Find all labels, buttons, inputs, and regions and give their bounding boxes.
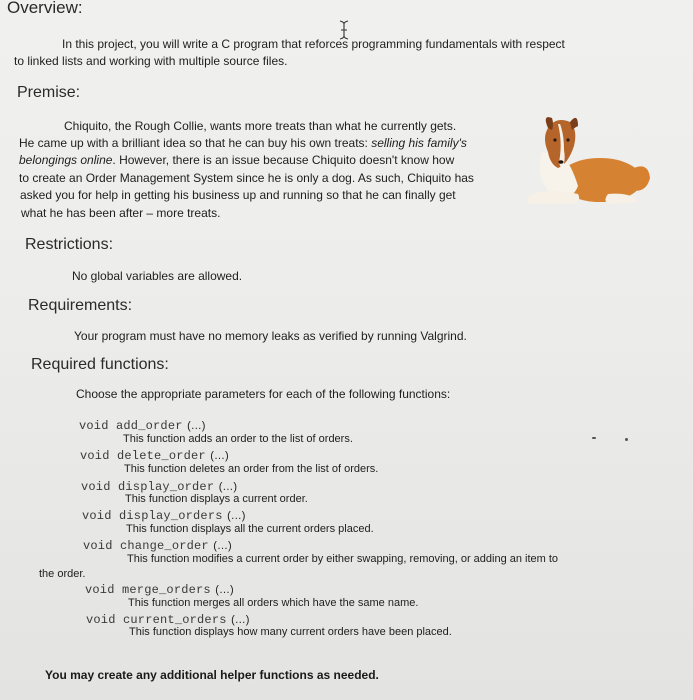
function-name: void delete_order — [80, 449, 206, 463]
premise-heading: Premise: — [17, 84, 81, 101]
function-description-merge-orders: This function merges all orders which have the same name. — [128, 597, 419, 609]
function-name: void display_order — [81, 480, 215, 494]
function-args: (…) — [231, 614, 250, 626]
requirements-text: Your program must have no memory leaks as verified by running Valgrind. — [74, 329, 467, 343]
function-signature-delete-order — [80, 446, 229, 464]
premise-line5: asked you for help in getting his business up and running so that he can finally get — [20, 188, 456, 202]
function-description-wrap: the order. — [39, 568, 86, 580]
required-functions-heading: Required functions: — [31, 356, 169, 373]
premise-line1: Chiquito, the Rough Collie, wants more treats than what he currently gets. — [64, 119, 457, 133]
function-args: (…) — [218, 481, 238, 493]
premise-line2 — [19, 135, 467, 152]
premise-line3 — [19, 152, 454, 169]
premise-line6: what he has been after – more treats. — [21, 206, 221, 220]
closing-note: You may create any additional helper functions as needed. — [45, 668, 379, 682]
premise-line3-italic: belongings online — [19, 153, 113, 167]
function-signature-display-orders — [82, 506, 245, 524]
function-args: (…) — [215, 584, 234, 596]
function-name: void change_order — [83, 539, 209, 553]
required-functions-intro: Choose the appropriate parameters for each of the following functions: — [76, 387, 451, 401]
overview-text-line1 — [62, 36, 565, 53]
function-description-current-orders: This function displays how many current orders have been placed. — [129, 626, 452, 638]
function-signature-change-order — [83, 536, 232, 554]
stray-dot — [625, 438, 628, 441]
overview-text-part1: In this project, you will write a C program that re — [62, 37, 316, 51]
text-cursor-icon — [338, 20, 350, 40]
function-name: void display_orders — [82, 509, 223, 523]
overview-text-part2: forces programming fundamentals with respect — [315, 37, 565, 51]
function-description-add-order: This function adds an order to the list of orders. — [123, 433, 353, 445]
function-description-delete-order: This function deletes an order from the list of orders. — [124, 463, 379, 475]
dog-front-legs — [527, 191, 579, 204]
function-signature-merge-orders — [85, 580, 234, 598]
stray-mark — [592, 437, 596, 439]
premise-line2-italic: selling his family's — [371, 136, 467, 150]
dog-ear-left — [546, 117, 553, 130]
function-args: (…) — [187, 420, 206, 432]
function-description-change-order: This function modifies a current order by either swapping, removing, or adding an item to — [127, 553, 559, 565]
function-args: (…) — [227, 510, 246, 522]
restrictions-heading: Restrictions: — [25, 236, 114, 253]
function-signature-add-order — [79, 416, 205, 434]
requirements-heading: Requirements: — [28, 297, 133, 314]
function-args: (…) — [213, 540, 232, 552]
dog-eye-left — [553, 138, 556, 141]
premise-line3-text: . However, there is an issue because Chiquito doesn't know how — [112, 153, 455, 167]
overview-heading: Overview: — [7, 0, 83, 17]
premise-line4: to create an Order Management System since he is only a dog. As such, Chiquito has — [19, 171, 474, 185]
dog-back-leg — [605, 194, 638, 204]
dog-nose — [559, 160, 564, 164]
function-description-display-orders: This function displays all the current orders placed. — [126, 523, 374, 535]
function-name: void add_order — [79, 419, 183, 433]
overview-text-line2: to linked lists and working with multiple source files. — [14, 54, 288, 68]
dog-eye-right — [566, 138, 569, 141]
restrictions-text: No global variables are allowed. — [72, 269, 243, 283]
premise-line2-text: He came up with a brilliant idea so that he can buy his own treats: — [19, 136, 372, 150]
function-name: void merge_orders — [85, 583, 211, 597]
function-description-display-order: This function displays a current order. — [125, 493, 308, 505]
function-args: (…) — [210, 450, 229, 462]
collie-dog-illustration — [512, 110, 652, 215]
function-name: void current_orders — [86, 613, 227, 627]
